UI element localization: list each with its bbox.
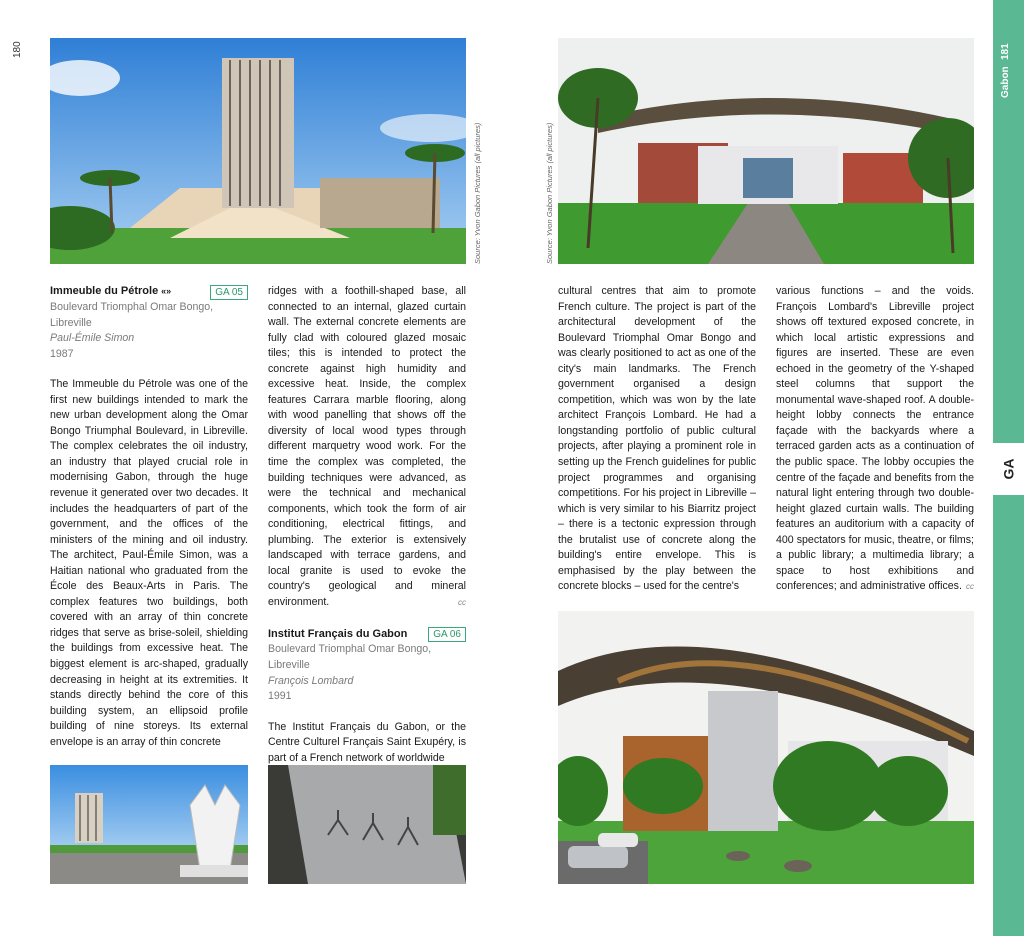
entry-code-ga05: GA 05	[210, 285, 248, 300]
end-mark-cc-right: cc	[966, 582, 974, 592]
photo-institut-francais-front	[558, 38, 974, 264]
entry-body-part2-text: ridges with a foothill-shaped base, all connected to an internal, glazed curtain wall. The external concrete elements are fully clad with coloured glazed mosaic tiles; this is intended to protect the concrete against high humidity and excessive heat. Inside, the complex features Carrara marble flooring, along with wood panelling that shows off the diversity of local wood types through different marquetry wood work. For the time the complex was completed, the building techniques were advanced, as were the technical and mechanical components, which took the form of air conditioning, electrical fittings, and plumbing. The exterior is extensively landscaped with terrace gardens, and local granite is used to evoke the country's geological and mineral environment.	[268, 285, 466, 608]
entry-body-start-2: The Institut Français du Gabon, or the Centre Culturel Français Saint Exupéry, is part of a French network of worldwide	[268, 720, 466, 764]
chapter-code-tab	[993, 443, 1024, 495]
entry-body-part2	[268, 284, 466, 610]
chapter-country-label: Gabon	[1000, 66, 1011, 98]
text-column-4	[776, 284, 974, 595]
entry-header-ga06	[268, 626, 466, 642]
photo-boulevard-monument	[50, 765, 248, 884]
entry-body-part4-text: various functions – and the voids. François Lombard's Libreville project shows off textured exposed concrete, in which local artistic expressions and figures are inserted. These are even echoed in the geometry of the Y-shaped steel columns that support the monumental wave-shaped roof. A double-height lobby connects the entrance façade with the backyards where a terraced garden acts as a continuation of the public space. The lobby occupies the centre of the façade and benefits from the natural light entering through two double-height glazed curtain walls. The building features an auditorium with a capacity of 400 spectators for music, theatre, or films; a public library; a multimedia library; a space to host exhibitions and conferences; and administrative offices.	[776, 285, 974, 593]
entry-code-ga06: GA 06	[428, 627, 466, 642]
page-number-right: 181	[1000, 43, 1011, 60]
text-column-1	[50, 284, 248, 750]
entry-city: Libreville	[50, 316, 92, 329]
entry-city-2: Libreville	[268, 659, 310, 672]
text-column-3	[558, 284, 756, 595]
entry-year-2: 1991	[268, 690, 292, 703]
photo-credit-right: Source: Yvon Gabon Pictures (all pictures)	[545, 122, 554, 264]
chapter-code: GA	[1000, 458, 1017, 480]
rating-icon: «»	[161, 286, 172, 297]
entry-header-ga05	[50, 284, 248, 300]
entry-body-part4	[776, 284, 974, 595]
page-number-left: 180	[12, 41, 23, 58]
entry-body-part3: cultural centres that aim to promote French culture. The project is part of the architectural development of the Boulevard Triomphal Omar Bongo and was clearly positioned to act as one of the city's main landmarks. The French government organised a design competition, which was won by the late architect François Lombard. He had a longstanding portfolio of public cultural projects, after playing a prominent role in setting up the French guidelines for public project programmes and organising competitions. For his project in Libreville – which is very similar to his Biarritz project – there is a tectonic expression through the brutalist use of concrete along the building's entire envelope. This is emphasised by the play between the concrete blocks – used for the centre's	[558, 285, 756, 593]
entry-year: 1987	[50, 347, 74, 360]
photo-immeuble-du-petrole	[50, 38, 466, 264]
photo-credit-left: Source: Yvon Gabon Pictures (all pictures)	[473, 122, 482, 264]
entry-title-institut: Institut Français du Gabon	[268, 627, 408, 640]
entry-architect: Paul-Émile Simon	[50, 332, 135, 345]
photo-institut-francais-wave-roof	[558, 611, 974, 884]
entry-body-part1: The Immeuble du Pétrole was one of the first new buildings intended to mark the new urban development along the Omar Bongo Triumphal Boulevard, in Libreville. The complex celebrates the oil industry, an industry that played crucial role in modernising Gabon, through the huge revenue it generated over two decades. It includes the headquarters of part of the government, and the offices of the ministers of the mining and oil industry. The architect, Paul-Émile Simon, was a Haitian national who graduated from the École des Beaux-Arts in Paris. The complex features two buildings, both covered with an array of thin concrete ridges that serve as brise-soleil, shielding the buildings from excessive heat. The biggest element is arc-shaped, gradually decreasing in height at its extremities. It stands directly behind the core of this building system, an ellipsoid profile building of nine storeys. Its external envelope is an array of thin concrete	[50, 378, 248, 748]
entry-title-immeuble: Immeuble du Pétrole	[50, 285, 159, 298]
entry-address-2: Boulevard Triomphal Omar Bongo,	[268, 643, 432, 656]
end-mark-cc: cc	[458, 597, 466, 607]
photo-facade-relief	[268, 765, 466, 884]
entry-address: Boulevard Triomphal Omar Bongo,	[50, 301, 214, 313]
entry-architect-2: François Lombard	[268, 674, 354, 687]
text-column-2	[268, 284, 466, 766]
